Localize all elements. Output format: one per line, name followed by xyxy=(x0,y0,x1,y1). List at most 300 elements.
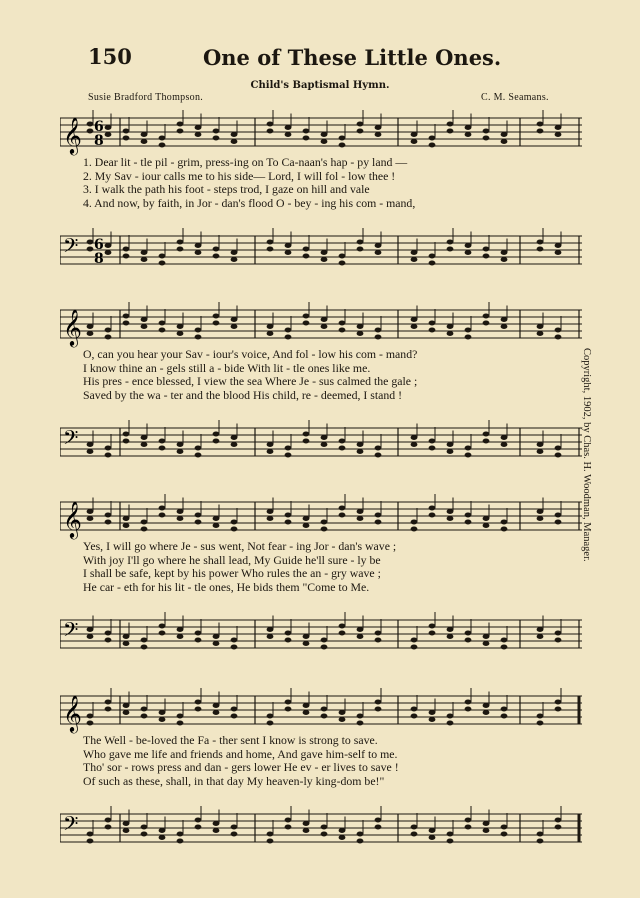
note-head xyxy=(321,139,328,144)
note-head xyxy=(483,821,490,826)
note-head xyxy=(501,707,508,712)
note-head xyxy=(105,243,112,248)
note-head xyxy=(429,631,436,636)
note-head xyxy=(537,832,544,837)
note-head xyxy=(447,634,454,639)
note-head xyxy=(141,132,148,137)
note-head xyxy=(375,631,382,636)
treble-staff xyxy=(60,110,582,148)
note-head xyxy=(429,254,436,259)
lyric-line: I shall be safe, kept by his power Who rules the an - gry wave ; xyxy=(83,567,381,580)
note-head xyxy=(357,627,364,632)
note-head xyxy=(465,707,472,712)
note-head xyxy=(339,328,346,333)
note-head xyxy=(195,328,202,333)
note-head xyxy=(537,331,544,336)
bass-staff xyxy=(60,420,582,458)
note-head xyxy=(177,122,184,127)
note-head xyxy=(123,634,130,639)
note-head xyxy=(339,717,346,722)
note-head xyxy=(555,250,562,255)
note-head xyxy=(267,516,274,521)
note-head xyxy=(267,324,274,329)
note-head xyxy=(177,634,184,639)
note-head xyxy=(501,825,508,830)
note-head xyxy=(411,139,418,144)
note-head xyxy=(501,714,508,719)
note-head xyxy=(303,254,310,259)
note-head xyxy=(537,240,544,245)
note-head xyxy=(177,449,184,454)
note-head xyxy=(87,247,94,252)
note-head xyxy=(195,707,202,712)
note-head xyxy=(303,523,310,528)
note-head xyxy=(195,700,202,705)
note-head xyxy=(483,247,490,252)
note-head xyxy=(447,324,454,329)
copyright-notice: Copyright, 1902, by Chas. H. Woodman, Manager. xyxy=(581,348,592,562)
note-head xyxy=(321,520,328,525)
note-head xyxy=(123,641,130,646)
note-head xyxy=(375,132,382,137)
note-head xyxy=(483,634,490,639)
note-head xyxy=(177,129,184,134)
note-head xyxy=(159,261,166,266)
note-head xyxy=(177,442,184,447)
note-head xyxy=(465,453,472,458)
note-head xyxy=(87,832,94,837)
note-head xyxy=(177,247,184,252)
note-head xyxy=(213,523,220,528)
note-head xyxy=(555,707,562,712)
lyric-line: Of such as these, shall, in that day My heaven-ly king-dom be!" xyxy=(83,774,385,788)
note-head xyxy=(231,317,238,322)
note-head xyxy=(141,527,148,532)
lyric-line: His pres - ence blessed, I view the sea Where Je - sus calmed the gale ; xyxy=(83,375,418,388)
note-head xyxy=(303,247,310,252)
note-head xyxy=(447,627,454,632)
note-head xyxy=(123,523,130,528)
note-head xyxy=(177,324,184,329)
note-head xyxy=(231,707,238,712)
note-head xyxy=(267,122,274,127)
note-head xyxy=(213,314,220,319)
note-head xyxy=(339,143,346,148)
treble-staff xyxy=(60,494,582,532)
note-head xyxy=(357,839,364,844)
note-head xyxy=(483,828,490,833)
note-head xyxy=(483,703,490,708)
note-head xyxy=(555,513,562,518)
note-head xyxy=(339,136,346,141)
note-head xyxy=(501,527,508,532)
note-head xyxy=(177,839,184,844)
note-head xyxy=(537,627,544,632)
note-head xyxy=(411,645,418,650)
note-head xyxy=(429,624,436,629)
treble-clef-icon: 𝄞 xyxy=(63,308,82,346)
note-head xyxy=(447,129,454,134)
note-head xyxy=(87,721,94,726)
note-head xyxy=(465,335,472,340)
note-head xyxy=(123,247,130,252)
note-head xyxy=(141,638,148,643)
note-head xyxy=(555,631,562,636)
music-system xyxy=(60,492,590,682)
note-head xyxy=(339,513,346,518)
note-head xyxy=(501,257,508,262)
note-head xyxy=(555,700,562,705)
note-head xyxy=(375,513,382,518)
note-head xyxy=(537,129,544,134)
note-head xyxy=(321,825,328,830)
note-head xyxy=(285,707,292,712)
note-head xyxy=(357,516,364,521)
note-head xyxy=(321,714,328,719)
note-head xyxy=(483,516,490,521)
note-head xyxy=(555,446,562,451)
author-credit: Susie Bradford Thompson. xyxy=(88,92,204,103)
note-head xyxy=(357,832,364,837)
note-head xyxy=(483,439,490,444)
hymn-number: 150 xyxy=(88,44,132,69)
note-head xyxy=(465,818,472,823)
note-head xyxy=(87,509,94,514)
note-head xyxy=(285,513,292,518)
note-head xyxy=(411,317,418,322)
note-head xyxy=(213,634,220,639)
note-head xyxy=(321,317,328,322)
note-head xyxy=(465,825,472,830)
note-head xyxy=(285,328,292,333)
note-head xyxy=(501,645,508,650)
note-head xyxy=(537,324,544,329)
note-head xyxy=(177,509,184,514)
note-head xyxy=(537,721,544,726)
note-head xyxy=(555,335,562,340)
note-head xyxy=(321,832,328,837)
note-head xyxy=(159,631,166,636)
note-head xyxy=(231,139,238,144)
note-head xyxy=(429,143,436,148)
lyrics-block xyxy=(83,156,588,210)
note-head xyxy=(195,132,202,137)
bass-clef-icon: 𝄢 xyxy=(63,234,79,262)
note-head xyxy=(213,432,220,437)
lyric-line: He car - eth for his lit - tle ones, He bids them "Come to Me. xyxy=(83,580,370,594)
note-head xyxy=(501,324,508,329)
note-head xyxy=(141,257,148,262)
note-head xyxy=(447,331,454,336)
note-head xyxy=(231,714,238,719)
note-head xyxy=(123,828,130,833)
note-head xyxy=(177,832,184,837)
lyrics-block xyxy=(83,540,588,594)
note-head xyxy=(267,247,274,252)
note-head xyxy=(465,132,472,137)
bass-clef-icon: 𝄢 xyxy=(63,618,79,646)
note-head xyxy=(321,707,328,712)
note-head xyxy=(195,125,202,130)
note-head xyxy=(357,324,364,329)
note-head xyxy=(123,710,130,715)
note-head xyxy=(213,247,220,252)
lyric-line: 3. I walk the path his foot - steps trod, I gaze on hill and vale xyxy=(83,183,370,196)
note-head xyxy=(141,645,148,650)
note-head xyxy=(141,520,148,525)
note-head xyxy=(231,832,238,837)
note-head xyxy=(303,321,310,326)
note-head xyxy=(357,331,364,336)
note-head xyxy=(501,638,508,643)
note-head xyxy=(105,638,112,643)
note-head xyxy=(213,641,220,646)
note-head xyxy=(357,714,364,719)
note-head xyxy=(195,335,202,340)
note-head xyxy=(267,714,274,719)
note-head xyxy=(339,446,346,451)
lyric-line: 2. My Sav - iour calls me to his side— Lord, I will fol - low thee ! xyxy=(83,169,396,183)
note-head xyxy=(213,439,220,444)
note-head xyxy=(357,509,364,514)
note-head xyxy=(159,136,166,141)
bass-staff xyxy=(60,228,582,266)
treble-staff xyxy=(60,302,582,340)
note-head xyxy=(213,710,220,715)
note-head xyxy=(375,335,382,340)
note-head xyxy=(483,523,490,528)
note-head xyxy=(429,828,436,833)
note-head xyxy=(231,257,238,262)
note-head xyxy=(159,506,166,511)
note-head xyxy=(483,710,490,715)
note-head xyxy=(267,721,274,726)
note-head xyxy=(87,122,94,127)
note-head xyxy=(483,641,490,646)
note-head xyxy=(159,717,166,722)
lyric-line: Who gave me life and friends and home, And gave him-self to me. xyxy=(83,747,398,761)
note-head xyxy=(123,516,130,521)
lyric-line: I know thine an - gels still a - bide With lit - tle ones like me. xyxy=(83,361,371,375)
note-head xyxy=(411,527,418,532)
note-head xyxy=(267,449,274,454)
note-head xyxy=(465,520,472,525)
note-head xyxy=(357,122,364,127)
note-head xyxy=(141,707,148,712)
lyric-line: 1. Dear lit - tle pil - grim, press-ing on To Ca-naan's hap - py land — xyxy=(83,156,408,169)
note-head xyxy=(195,638,202,643)
note-head xyxy=(267,240,274,245)
note-head xyxy=(285,132,292,137)
note-head xyxy=(159,321,166,326)
note-head xyxy=(429,261,436,266)
note-head xyxy=(105,818,112,823)
note-head xyxy=(501,520,508,525)
hymn-subtitle: Child's Baptismal Hymn. xyxy=(250,80,390,91)
note-head xyxy=(411,638,418,643)
treble-clef-icon: 𝄞 xyxy=(63,500,82,538)
note-head xyxy=(321,324,328,329)
bass-clef-icon: 𝄢 xyxy=(63,812,79,840)
note-head xyxy=(411,520,418,525)
note-head xyxy=(285,250,292,255)
note-head xyxy=(321,638,328,643)
note-head xyxy=(231,527,238,532)
note-head xyxy=(159,828,166,833)
note-head xyxy=(231,638,238,643)
note-head xyxy=(537,634,544,639)
time-signature-digit: 6 xyxy=(94,119,104,135)
note-head xyxy=(267,832,274,837)
note-head xyxy=(483,129,490,134)
note-head xyxy=(447,449,454,454)
note-head xyxy=(213,136,220,141)
note-head xyxy=(357,240,364,245)
note-head xyxy=(447,839,454,844)
note-head xyxy=(375,328,382,333)
note-head xyxy=(321,132,328,137)
lyrics-block xyxy=(83,348,588,402)
note-head xyxy=(123,432,130,437)
note-head xyxy=(375,243,382,248)
note-head xyxy=(195,513,202,518)
note-head xyxy=(195,446,202,451)
note-head xyxy=(87,240,94,245)
lyric-line: Saved by the wa - ter and the blood His child, re - deemed, I stand ! xyxy=(83,388,403,402)
note-head xyxy=(213,254,220,259)
note-head xyxy=(537,714,544,719)
note-head xyxy=(159,328,166,333)
note-head xyxy=(285,453,292,458)
note-head xyxy=(465,638,472,643)
music-system xyxy=(60,300,590,490)
note-head xyxy=(105,132,112,137)
note-head xyxy=(429,136,436,141)
note-head xyxy=(375,638,382,643)
note-head xyxy=(231,442,238,447)
time-signature-digit: 8 xyxy=(94,251,104,267)
note-head xyxy=(141,442,148,447)
note-head xyxy=(105,250,112,255)
lyric-line: Yes, I will go where Je - sus went, Not fear - ing Jor - dan's wave ; xyxy=(83,540,397,553)
note-head xyxy=(447,714,454,719)
note-head xyxy=(267,509,274,514)
note-head xyxy=(447,247,454,252)
note-head xyxy=(483,432,490,437)
note-head xyxy=(159,710,166,715)
note-head xyxy=(87,516,94,521)
note-head xyxy=(141,139,148,144)
note-head xyxy=(123,314,130,319)
note-head xyxy=(87,449,94,454)
note-head xyxy=(411,442,418,447)
note-head xyxy=(447,721,454,726)
note-head xyxy=(105,453,112,458)
note-head xyxy=(411,257,418,262)
note-head xyxy=(537,247,544,252)
note-head xyxy=(555,125,562,130)
note-head xyxy=(321,257,328,262)
note-head xyxy=(105,520,112,525)
note-head xyxy=(213,828,220,833)
note-head xyxy=(141,714,148,719)
note-head xyxy=(159,254,166,259)
lyric-line: With joy I'll go where he shall lead, My Guide he'll sure - ly be xyxy=(83,553,381,567)
note-head xyxy=(339,631,346,636)
note-head xyxy=(339,828,346,833)
note-head xyxy=(285,825,292,830)
note-head xyxy=(357,449,364,454)
note-head xyxy=(501,132,508,137)
note-head xyxy=(195,250,202,255)
note-head xyxy=(537,509,544,514)
note-head xyxy=(87,442,94,447)
note-head xyxy=(429,710,436,715)
note-head xyxy=(177,721,184,726)
note-head xyxy=(195,520,202,525)
treble-staff xyxy=(60,688,582,726)
note-head xyxy=(447,516,454,521)
note-head xyxy=(321,435,328,440)
treble-clef-icon: 𝄞 xyxy=(63,694,82,732)
note-head xyxy=(375,700,382,705)
lyric-line: O, can you hear your Sav - iour's voice, And fol - low his com - mand? xyxy=(83,348,418,361)
note-head xyxy=(195,818,202,823)
note-head xyxy=(501,317,508,322)
note-head xyxy=(213,821,220,826)
note-head xyxy=(267,331,274,336)
note-head xyxy=(231,132,238,137)
note-head xyxy=(141,825,148,830)
note-head xyxy=(267,839,274,844)
note-head xyxy=(159,143,166,148)
note-head xyxy=(285,125,292,130)
note-head xyxy=(213,321,220,326)
note-head xyxy=(105,513,112,518)
note-head xyxy=(555,520,562,525)
note-head xyxy=(555,818,562,823)
note-head xyxy=(375,125,382,130)
note-head xyxy=(141,832,148,837)
note-head xyxy=(375,453,382,458)
note-head xyxy=(357,129,364,134)
note-head xyxy=(177,240,184,245)
note-head xyxy=(321,250,328,255)
note-head xyxy=(465,446,472,451)
note-head xyxy=(267,627,274,632)
note-head xyxy=(339,254,346,259)
note-head xyxy=(303,314,310,319)
note-head xyxy=(537,442,544,447)
note-head xyxy=(177,331,184,336)
note-head xyxy=(501,250,508,255)
note-head xyxy=(303,439,310,444)
note-head xyxy=(177,516,184,521)
note-head xyxy=(267,129,274,134)
note-head xyxy=(159,446,166,451)
note-head xyxy=(411,714,418,719)
note-head xyxy=(195,453,202,458)
note-head xyxy=(465,250,472,255)
note-head xyxy=(105,125,112,130)
note-head xyxy=(87,331,94,336)
note-head xyxy=(195,825,202,830)
note-head xyxy=(123,129,130,134)
note-head xyxy=(555,638,562,643)
note-head xyxy=(231,324,238,329)
note-head xyxy=(429,446,436,451)
note-head xyxy=(447,509,454,514)
